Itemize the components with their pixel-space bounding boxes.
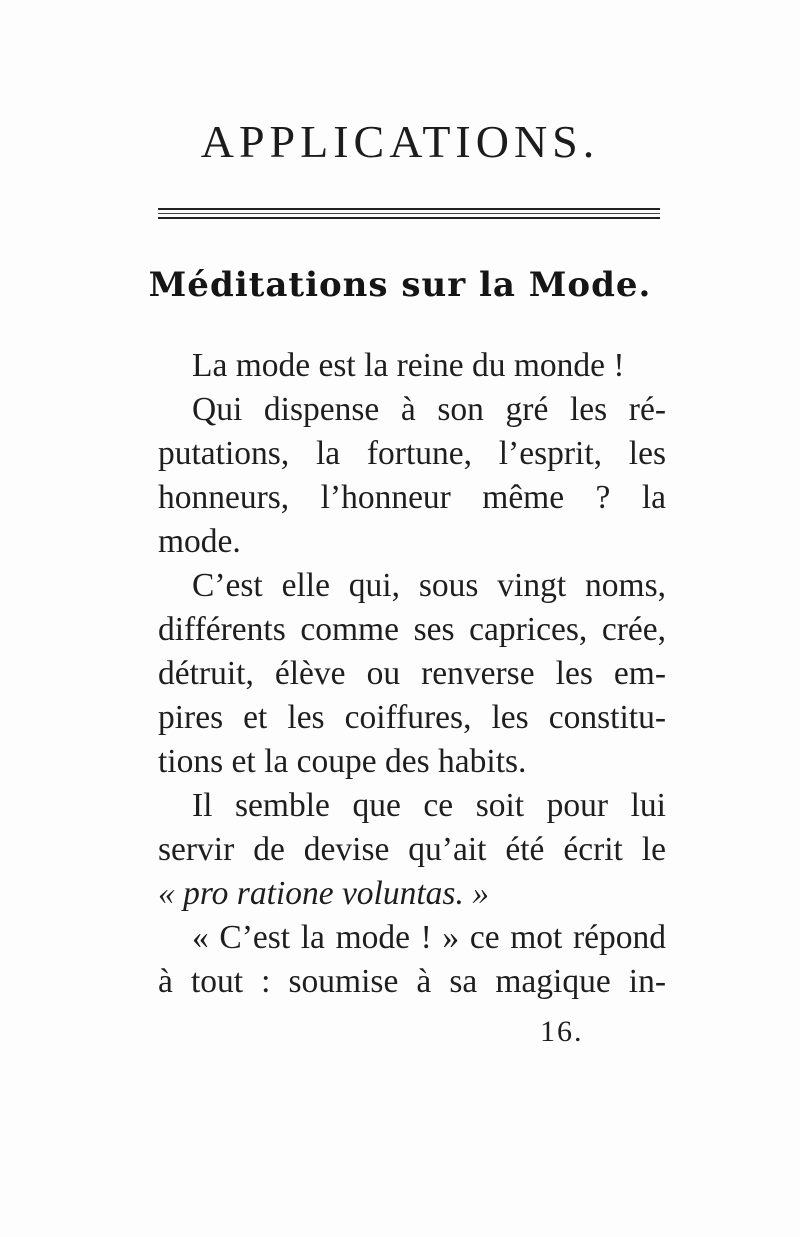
text-line: servir de devise qu’ait été écrit le xyxy=(158,831,666,868)
body-text xyxy=(158,344,666,1004)
rule-line-top xyxy=(158,208,660,210)
text-line: à tout : soumise à sa magique in- xyxy=(158,963,666,1000)
text-line: tions et la coupe des habits. xyxy=(158,743,527,780)
text-line: La mode est la reine du monde ! xyxy=(192,347,625,384)
ornamental-rule xyxy=(158,208,660,222)
text-line: différents comme ses caprices, crée, xyxy=(158,611,666,648)
latin-quote-line: « pro ratione voluntas. » xyxy=(158,875,489,912)
rule-line-middle xyxy=(158,213,660,214)
text-line: Il semble que ce soit pour lui xyxy=(192,787,666,824)
text-line: « C’est la mode ! » ce mot répond xyxy=(192,919,666,956)
signature-mark: 16. xyxy=(540,1015,584,1048)
section-title: Méditations sur la Mode. xyxy=(148,265,652,305)
text-line: Qui dispense à son gré les ré- xyxy=(192,391,666,428)
running-title: APPLICATIONS. xyxy=(200,116,600,167)
rule-line-bottom xyxy=(158,217,660,219)
text-line: honneurs, l’honneur même ? la xyxy=(158,479,666,516)
text-line: putations, la fortune, l’esprit, les xyxy=(158,435,666,472)
text-line: C’est elle qui, sous vingt noms, xyxy=(192,567,666,604)
text-line: pires et les coiffures, les constitu- xyxy=(158,699,666,736)
text-line: détruit, élève ou renverse les em- xyxy=(158,655,666,692)
text-line: mode. xyxy=(158,523,241,560)
